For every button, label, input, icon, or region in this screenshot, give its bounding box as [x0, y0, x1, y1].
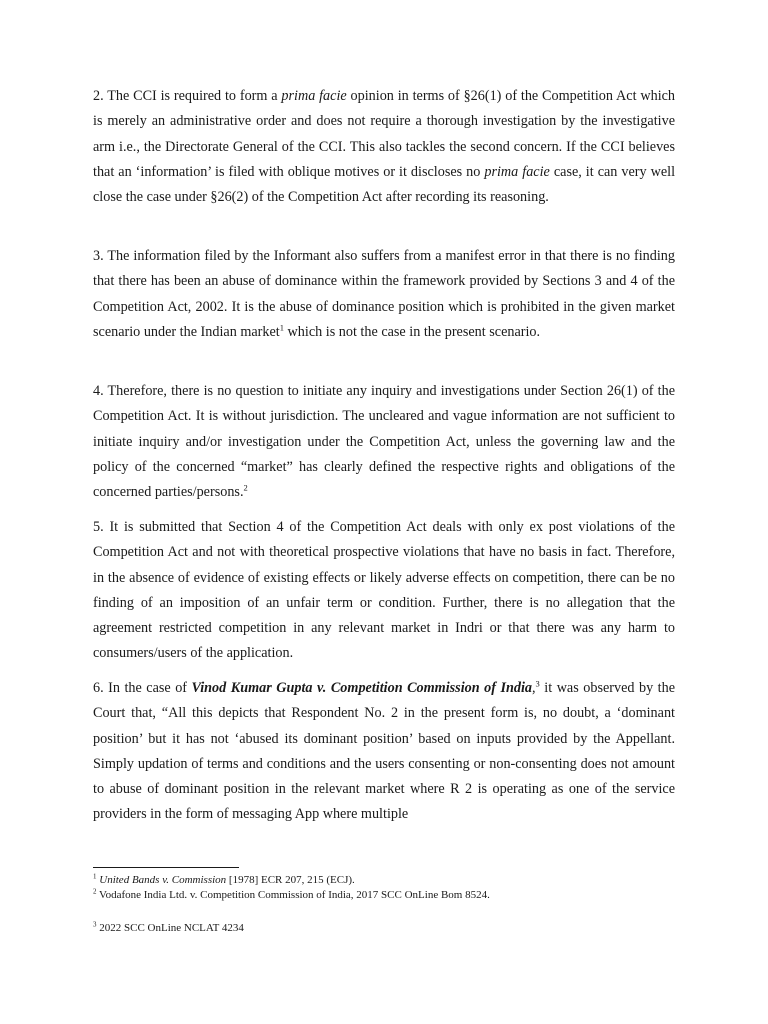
paragraph-3-text-b: which is not the case in the present scenario.: [283, 323, 541, 340]
footnote-ref-1: 1: [279, 322, 284, 333]
footnote-2-number: 2: [93, 887, 97, 896]
paragraph-2: [93, 84, 675, 210]
footnote-1: [93, 873, 355, 887]
footnote-3-text: 2022 SCC OnLine NCLAT 4234: [96, 922, 244, 934]
paragraph-4-text: 4. Therefore, there is no question to initiate any inquiry and investigations under Section 26(1) of the Competition Act. It is without jurisdiction. The uncleared and vague information are not sufficient to initiate inquiry and/or investigation under the Competition Act, unless the governing law and the policy of the concerned “market” has clearly defined the respective rights and obligations of the concerned parties/persons.: [93, 383, 675, 501]
footnote-ref-2: 2: [243, 482, 248, 493]
footnote-separator: [93, 867, 239, 868]
paragraph-2-text-a: 2. The CCI is required to form a: [93, 88, 282, 104]
paragraph-2-text-e: case, it can very well close the case under §26(2) of the Competition Act after recording its reasoning.: [93, 163, 676, 206]
paragraph-5-text: 5. It is submitted that Section 4 of the Competition Act deals with only ex post violations of the Competition Act and not with theoretical prospective violations that have no basis in fact. Therefore, in the absence of evidence of existing effects or likely adverse effects on competition, there can be no finding of an imposition of an unfair term or condition. Further, there is no allegation that the agreement restricted competition in any relevant market in Indri or that there was any harm to consumers/users of the application.: [93, 519, 675, 662]
prima-facie-term: prima facie: [484, 163, 550, 180]
paragraph-3: [93, 244, 675, 345]
footnote-2-text: Vodafone India Ltd. v. Competition Commission of India, 2017 SCC OnLine Bom 8524.: [96, 889, 490, 901]
paragraph-3-text-a: 3. The information filed by the Informant also suffers from a manifest error in that there is no finding that there has been an abuse of dominance within the framework provided by Sections 3 and 4 of the Competition Act, 2002. It is the abuse of dominance position which is prohibited in the given market scenario under the Indian market: [93, 248, 675, 340]
paragraph-6-comma: ,: [532, 680, 536, 696]
footnote-1-text: [1978] ECR 207, 215 (ECJ).: [226, 874, 355, 886]
paragraph-5: [93, 515, 675, 667]
paragraph-6-text-c: it was observed by the Court that, “All this depicts that Respondent No. 2 in the present form is, no doubt, a ‘dominant position’ but it has not ‘abused its dominant position’ based on inputs provided by the Appellant. Simply updation of terms and conditions and the users consenting or non-consenting does not amount to abuse of dominant position in the relevant market where R 2 is operating as one of the service providers in the form of messaging App where multiple: [93, 680, 675, 823]
paragraph-2-text-c: opinion in terms of §26(1) of the Competition Act which is merely an administrative order and does not require a thorough investigation by the investigative arm i.e., the Directorate General of the CCI. This also tackles the second concern. If the CCI believes that an ‘information’ is filed with oblique motives or it discloses no: [93, 88, 676, 180]
footnote-1-number: 1: [93, 872, 97, 881]
paragraph-6-text-a: 6. In the case of: [93, 680, 192, 696]
footnote-3: [93, 921, 244, 935]
case-name: Vinod Kumar Gupta v. Competition Commission of India: [191, 680, 532, 696]
footnote-1-case: United Bands v. Commission: [99, 874, 227, 886]
footnote-ref-3: 3: [535, 678, 540, 689]
prima-facie-term: prima facie: [281, 88, 347, 104]
paragraph-4: [93, 379, 675, 505]
footnote-2: [93, 888, 490, 902]
paragraph-6: [93, 676, 675, 828]
footnote-3-number: 3: [93, 920, 97, 929]
